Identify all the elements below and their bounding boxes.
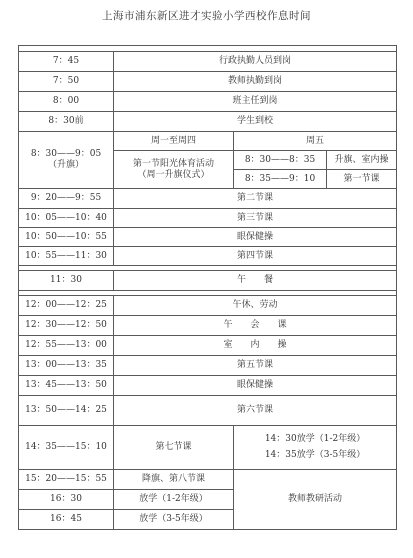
fri-time-cell: 8：35——9：10 xyxy=(234,170,327,189)
time-cell: 12：00——12：25 xyxy=(19,296,114,316)
activity-cell: 午休、劳动 xyxy=(114,296,397,316)
activity-cell: 午 会 课 xyxy=(114,316,397,336)
activity-cell: 第五节课 xyxy=(114,356,397,376)
table-row xyxy=(19,271,397,291)
header-mon-thu: 周一至周四 xyxy=(114,132,234,151)
time-cell: 16：45 xyxy=(19,510,114,530)
table-row xyxy=(19,72,397,92)
schedule-table xyxy=(18,45,397,530)
activity-cell: 第二节课 xyxy=(114,189,397,209)
time-cell: 16：30 xyxy=(19,490,114,510)
fri-activity-cell: 升旗、室内操 xyxy=(327,151,397,170)
dismissal-line: 14：30放学（1-2年级） xyxy=(264,434,366,444)
activity-note: （周一升旗仪式） xyxy=(137,169,210,180)
activity-cell: 第七节课 xyxy=(114,426,234,470)
time-line: 8：30——9：05 xyxy=(30,149,102,159)
table-row xyxy=(19,247,397,266)
table-row xyxy=(19,112,397,132)
time-cell: 13：45——13：50 xyxy=(19,376,114,396)
table-row xyxy=(19,189,397,209)
header-fri: 周五 xyxy=(234,132,397,151)
time-cell: 12：55——13：00 xyxy=(19,336,114,356)
table-row xyxy=(19,228,397,247)
mon-thu-activity xyxy=(114,151,234,189)
table-row xyxy=(19,336,397,356)
activity-cell: 第三节课 xyxy=(114,209,397,228)
teacher-activity-cell: 教师教研活动 xyxy=(234,470,397,530)
time-cell: 12：30——12：50 xyxy=(19,316,114,336)
fri-activity-cell: 第一节课 xyxy=(327,170,397,189)
time-cell: 9：20——9：55 xyxy=(19,189,114,209)
time-cell: 7：50 xyxy=(19,72,114,92)
activity-cell: 降旗、第八节课 xyxy=(114,470,234,490)
fri-time-cell: 8：30——8：35 xyxy=(234,151,327,170)
time-cell: 15：20——15：55 xyxy=(19,470,114,490)
table-row xyxy=(19,470,397,490)
time-cell: 14：35——15：10 xyxy=(19,426,114,470)
activity-cell: 班主任到岗 xyxy=(114,92,397,112)
table-row xyxy=(19,296,397,316)
activity-line: 第一节阳光体育活动 xyxy=(132,158,214,169)
table-row xyxy=(19,52,397,72)
table-row xyxy=(19,209,397,228)
time-cell: 13：00——13：35 xyxy=(19,356,114,376)
time-cell: 10：50——10：55 xyxy=(19,228,114,247)
activity-cell: 教师执勤到岗 xyxy=(114,72,397,92)
dismissal-line: 14：35放学（3-5年级） xyxy=(264,450,366,460)
activity-cell: 室 内 操 xyxy=(114,336,397,356)
time-cell: 10：05——10：40 xyxy=(19,209,114,228)
table-row xyxy=(19,132,397,151)
activity-cell: 眼保健操 xyxy=(114,376,397,396)
time-note: （升旗） xyxy=(47,160,84,170)
time-cell: 13：50——14：25 xyxy=(19,396,114,426)
table-row xyxy=(19,92,397,112)
activity-cell: 眼保健操 xyxy=(114,228,397,247)
page-title: 上海市浦东新区进才实验小学西校作息时间 xyxy=(102,10,311,22)
activity-cell: 第六节课 xyxy=(114,396,397,426)
activity-cell: 放学（1-2年级） xyxy=(114,490,234,510)
dismissal-cell xyxy=(234,426,397,470)
activity-cell: 行政执勤人员到岗 xyxy=(114,52,397,72)
time-cell: 10：55——11：30 xyxy=(19,247,114,266)
table-row xyxy=(19,376,397,396)
table-row xyxy=(19,316,397,336)
time-cell: 11：30 xyxy=(19,271,114,291)
time-cell: 8：00 xyxy=(19,92,114,112)
activity-cell: 午 餐 xyxy=(114,271,397,291)
activity-cell: 第四节课 xyxy=(114,247,397,266)
table-row xyxy=(19,426,397,470)
table-row xyxy=(19,356,397,376)
activity-cell: 学生到校 xyxy=(114,112,397,132)
activity-cell: 放学（3-5年级） xyxy=(114,510,234,530)
time-cell xyxy=(19,132,114,189)
time-cell: 7：45 xyxy=(19,52,114,72)
time-cell: 8：30前 xyxy=(19,112,114,132)
table-row xyxy=(19,396,397,426)
